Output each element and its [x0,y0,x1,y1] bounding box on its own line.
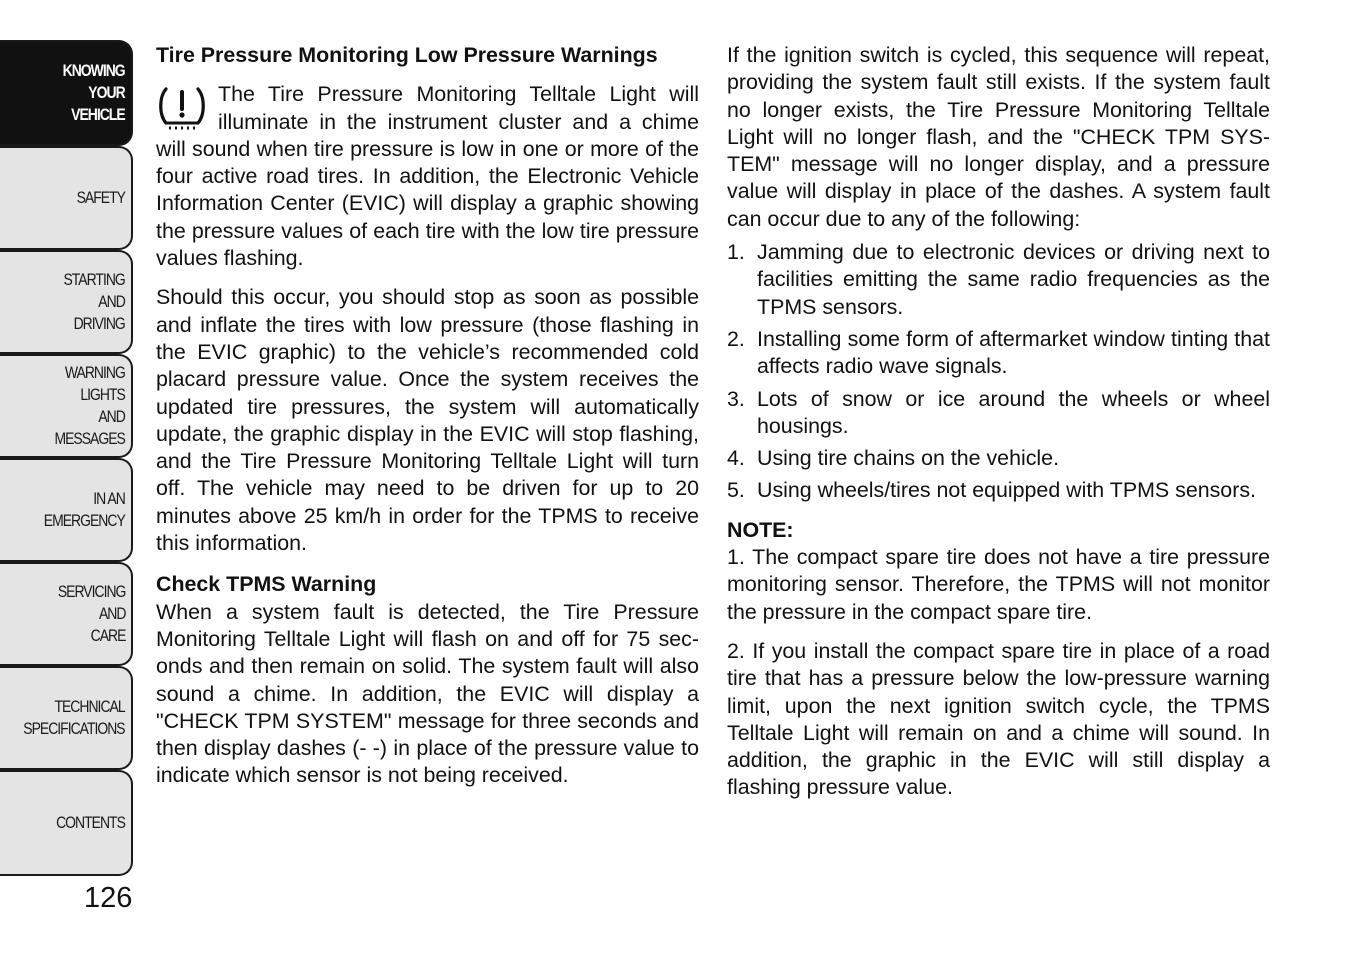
note-spare-tire: 1. The compact spare tire does not have a tire pressure monitoring sensor. Therefore, the TPMS will not monitor the pressure in the compact spare tire. [727,545,1270,624]
list-text: Installing some form of aftermarket window tinting that affects radio wave signals. [757,326,1270,379]
left-column [156,42,699,802]
tab-label: STARTING AND DRIVING [63,270,125,333]
tab-label: CONTENTS [56,813,125,832]
list-text: Using wheels/tires not equipped with TPMS sensors. [757,478,1256,503]
tab-label: WARNING LIGHTS AND MESSAGES [54,363,125,448]
tab-in-an-emergency[interactable] [0,458,133,562]
ignition-cycle-paragraph: If the ignition switch is cycled, this sequence will repeat, providing the system fault still exists. If the system fault no longer exists, the Tire Pressure Monitoring Telltale Light will no longer flash, and the "CHECK TPM SYSTEM" message will no longer display, and a pressure value will display in place of the dashes. A system fault can occur due to any of the following: [727,43,1270,231]
note-heading: NOTE: [727,517,794,542]
tab-contents[interactable] [0,770,133,876]
list-item [727,477,1270,504]
tab-label: SAFETY [76,188,125,207]
tab-label: TECHNICAL SPECIFICATIONS [23,697,125,738]
tab-starting-and-driving[interactable] [0,250,133,354]
tab-label: SERVICING AND CARE [57,582,125,645]
list-number: 2. [727,326,745,351]
telltale-paragraph [156,81,699,272]
list-item [727,445,1270,472]
list-text: Jamming due to electronic devices or driving next to facilities emitting the same radio frequencies as the TPMS sensors. [757,240,1270,319]
list-number: 5. [727,478,745,503]
inflate-paragraph: Should this occur, you should stop as soon as possible and inflate the tires with low pressure (those flashing in the EVIC graphic) to the vehicle’s recommended cold placard pressure value. Once the system receives the updated tire pressures, the system will automatically update, the graphic display in the EVIC will stop flashing, and the Tire Pressure Monitoring Telltale Light will turn off. The vehicle may need to be driven for up to 20 minutes above 25 km/h in order for the TPMS to receive this information. [156,285,699,556]
page-number: 126 [84,882,133,914]
tab-label: IN AN EMERGENCY [43,489,125,530]
fault-causes-list [727,239,1270,505]
tab-servicing-and-care[interactable] [0,562,133,666]
list-text: Using tire chains on the vehicle. [757,446,1060,471]
list-item [727,239,1270,321]
tab-label: KNOWING YOUR VEHICLE [62,61,125,124]
tab-warning-lights-and-messages[interactable] [0,354,133,458]
system-fault-paragraph: When a system fault is detected, the Tire Pressure Monitoring Telltale Light will flash on and off for 75 seconds and then remain on solid. The system fault will also sound a chime. In addition, the EVIC will display a "CHECK TPM SYSTEM" message for three seconds and then display dashes (- -) in place of the pressure value to indicate which sensor is not being received. [156,599,699,788]
list-item [727,386,1270,441]
section-heading: Tire Pressure Monitoring Low Pressure Warnings [156,43,658,67]
list-item [727,326,1270,381]
list-text: Lots of snow or ice around the wheels or wheel housings. [757,386,1270,438]
tab-technical-specifications[interactable] [0,666,133,770]
telltale-text: The Tire Pressure Monitoring Telltale Light will illuminate in the instrument cluster and a chime will sound when tire pressure is low in one or more of the four active road tires. In addition, the Electronic Vehicle Information Center (EVIC) will display a graphic showing the pressure values of each tire with the low tire pressure values flashing. [156,82,699,271]
list-number: 3. [727,386,745,411]
tire-pressure-warning-icon [156,85,208,131]
tab-knowing-your-vehicle[interactable] [0,40,133,146]
list-number: 4. [727,446,745,471]
right-column [727,42,1270,814]
check-tpms-heading: Check TPMS Warning [156,572,377,597]
tab-safety[interactable] [0,146,133,250]
list-number: 1. [727,240,745,265]
note-spare-install: 2. If you install the compact spare tire in place of a road tire that has a pressure below the low-pressure warning limit, upon the next ignition switch cycle, the TPMS Telltale Light will remain on and a chime will sound. In addition, the graphic in the EVIC will still display a flashing pressure value. [727,638,1270,800]
